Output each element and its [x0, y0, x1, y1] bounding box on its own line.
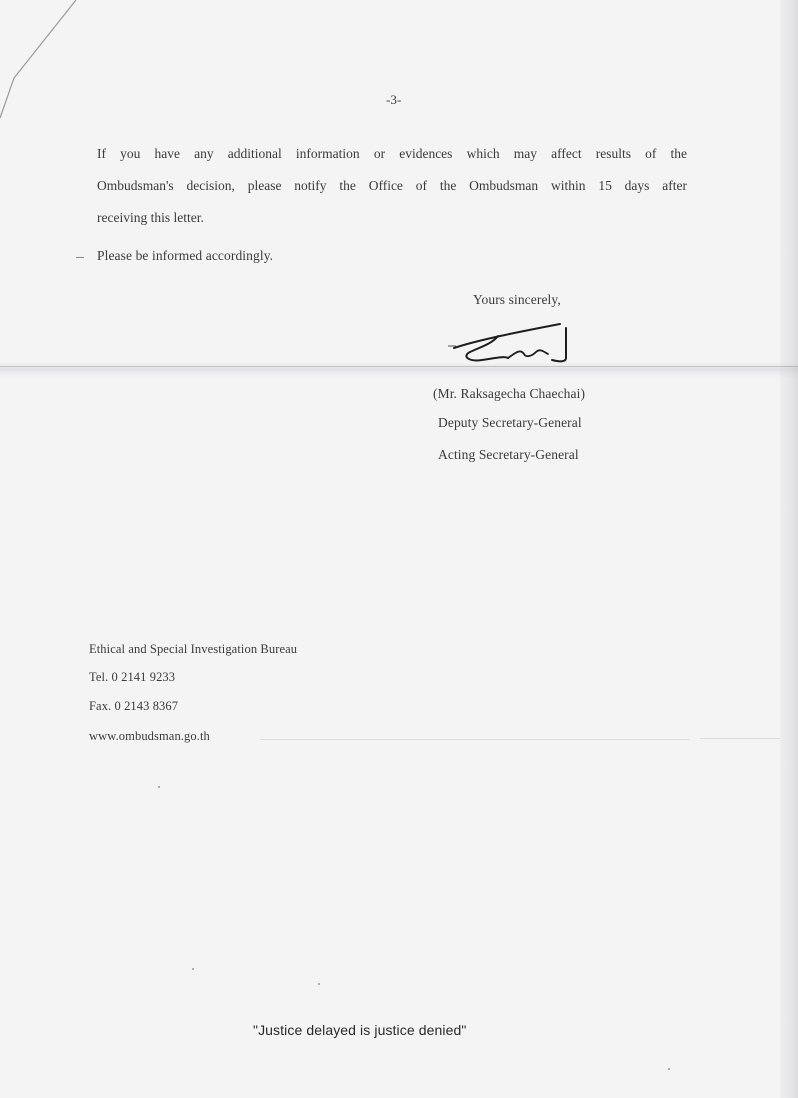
paragraph-line: receiving this letter. [97, 210, 204, 225]
salutation: Yours sincerely, [473, 292, 561, 307]
closing-statement: Please be informed accordingly. [97, 248, 274, 263]
handwritten-signature [448, 318, 578, 378]
scan-speck [192, 968, 194, 970]
motto: "Justice delayed is justice denied" [253, 1022, 467, 1038]
paper-fold-band [0, 362, 798, 378]
signatory-title-deputy: Deputy Secretary-General [438, 415, 582, 430]
signatory-name: (Mr. Raksagecha Chaechai) [433, 386, 586, 401]
scan-speck [668, 1068, 670, 1070]
body-paragraph [97, 138, 687, 234]
margin-dash-mark [76, 257, 84, 258]
page-number: -3- [386, 92, 402, 107]
footer-bureau: Ethical and Special Investigation Bureau [89, 642, 298, 656]
signatory-title-acting: Acting Secretary-General [438, 447, 579, 462]
footer-telephone: Tel. 0 2141 9233 [89, 670, 176, 684]
corner-fold-artifact [0, 0, 90, 140]
paragraph-line: Ombudsman's decision, please notify the Office of the Ombudsman within 15 days after [97, 178, 687, 193]
scan-speck [318, 983, 320, 985]
scan-streak [260, 739, 690, 740]
paper-fold-line [0, 366, 798, 367]
scan-streak [700, 738, 780, 739]
footer-website: www.ombudsman.go.th [89, 729, 210, 743]
scan-speck [158, 786, 160, 788]
footer-fax: Fax. 0 2143 8367 [89, 699, 179, 713]
scan-edge-shadow [780, 0, 798, 1098]
paragraph-line: If you have any additional information or evidences which may affect results of the [97, 146, 687, 161]
